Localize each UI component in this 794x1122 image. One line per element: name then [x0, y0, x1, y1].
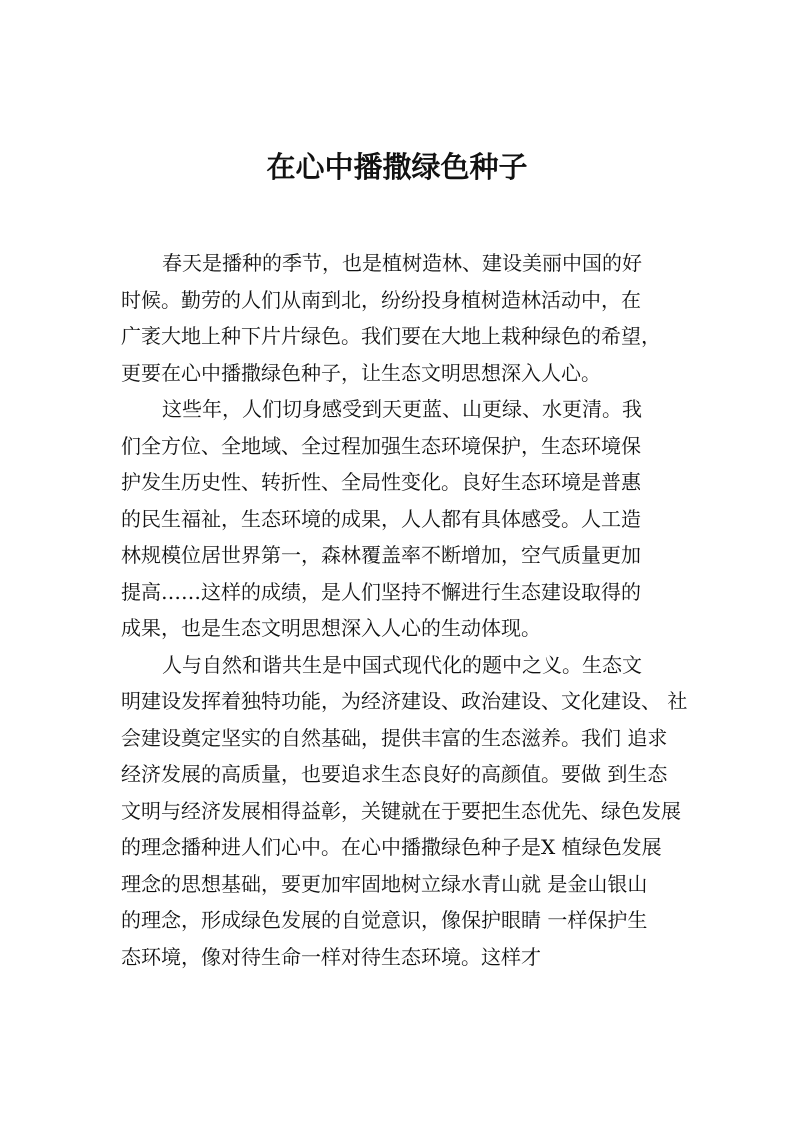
paragraph-line: 会建设奠定坚实的自然基础，提供丰富的生态滋养。我们 追求 [121, 725, 668, 750]
paragraph-line: 经济发展的高质量，也要追求生态良好的高颜值。要做 到生态 [121, 762, 668, 786]
paragraph-line: 的理念，形成绿色发展的自觉意识，像保护眼睛 一样保护生 [121, 908, 648, 932]
paragraph-line: 人与自然和谐共生是中国式现代化的题中之义。生态文 [162, 652, 642, 677]
paragraph-line: 护发生历史性、转折性、全局性变化。良好生态环境是普惠 [121, 470, 641, 494]
paragraph-line: 更要在心中播撒绿色种子，让生态文明思想深入人心。 [121, 360, 601, 385]
article-body [121, 245, 688, 975]
paragraph-line: 这些年，人们切身感受到天更蓝、山更绿、水更清。我 [162, 397, 642, 421]
paragraph-line: 林规模位居世界第一，森林覆盖率不断增加，空气质量更加 [121, 543, 641, 567]
paragraph-line: 时候。勤劳的人们从南到北，纷纷投身植树造林活动中，在 [121, 287, 641, 312]
paragraph-line: 们全方位、全地域、全过程加强生态环境保护，生态环境保 [121, 433, 641, 458]
paragraph-line: 广袤大地上种下片片绿色。我们要在大地上栽种绿色的希望， [121, 324, 661, 348]
paragraph-line: 的理念播种进人们心中。在心中播撒绿色种子是X 植绿色发展 [121, 835, 662, 859]
paragraph-line: 态环境，像对待生命一样对待生态环境。这样才 [121, 944, 541, 969]
paragraph-line: 春天是播种的季节，也是植树造林、建设美丽中国的好 [162, 251, 642, 275]
paragraph-line: 文明与经济发展相得益彰，关键就在于要把生态优先、绿色发展 [121, 798, 681, 823]
paragraph-line: 的民生福祉，生态环境的成果，人人都有具体感受。人工造 [121, 506, 641, 531]
paragraph-line: 成果，也是生态文明思想深入人心的生动体现。 [121, 616, 541, 640]
page-title: 在心中播撒绿色种子 [266, 150, 528, 184]
paragraph-line: 理念的思想基础，要更加牢固地树立绿水青山就 是金山银山 [121, 871, 648, 896]
paragraph-line: 提高……这样的成绩，是人们坚持不懈进行生态建设取得的 [121, 579, 641, 604]
paragraph-line: 明建设发挥着独特功能，为经济建设、政治建设、文化建设、 社 [121, 689, 688, 713]
